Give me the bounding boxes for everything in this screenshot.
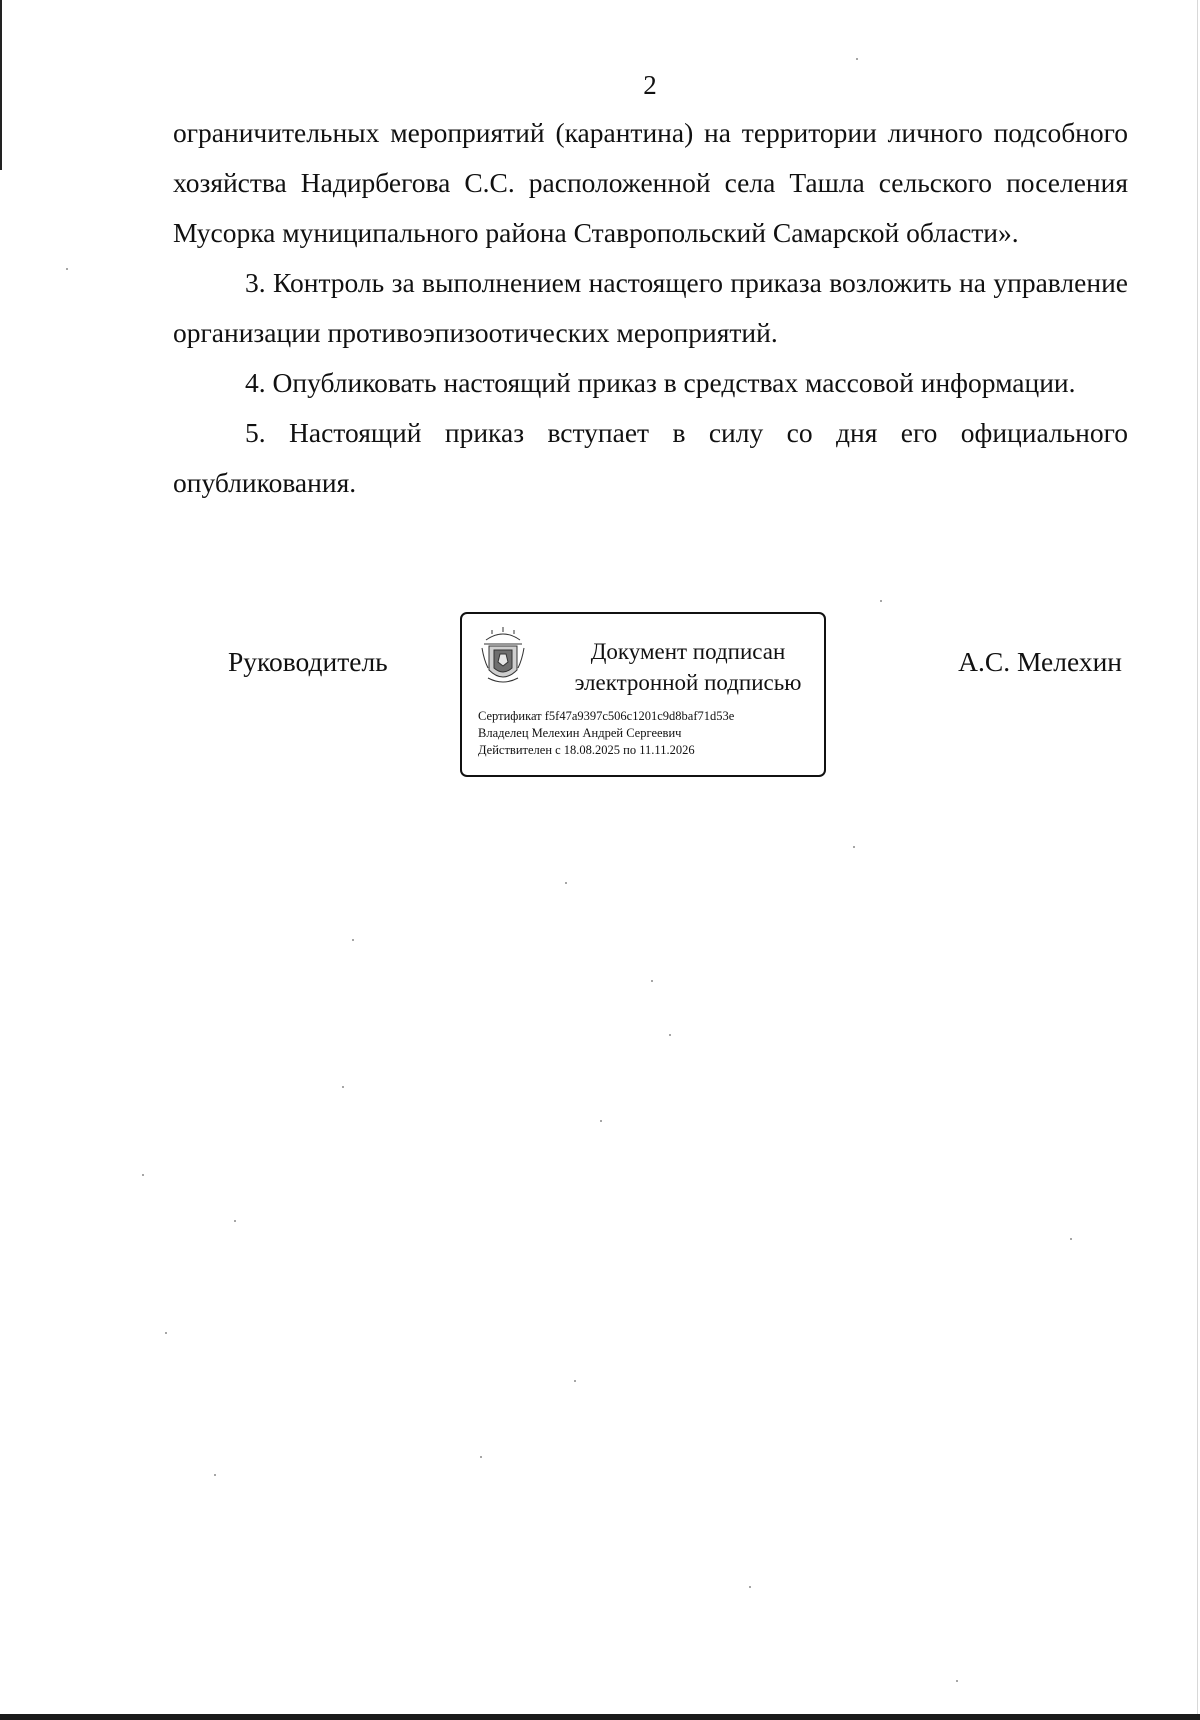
signer-name: А.С. Мелехин — [958, 646, 1122, 677]
scan-speck — [749, 1586, 751, 1588]
scan-speck — [880, 600, 882, 602]
scan-speck — [565, 882, 567, 884]
stamp-certificate: Сертификат f5f47a9397c506c1201c9d8baf71d53e — [478, 709, 735, 723]
scan-speck — [853, 846, 855, 848]
scan-speck — [66, 268, 68, 270]
signature-block — [0, 612, 1200, 792]
scan-speck — [165, 1332, 167, 1334]
scan-speck — [669, 1034, 671, 1036]
paragraph-item-4: 4. Опубликовать настоящий приказ в средствах массовой информации. — [245, 367, 1076, 398]
document-body — [173, 108, 1128, 508]
electronic-signature-stamp — [460, 612, 826, 777]
scan-speck — [651, 980, 653, 982]
scan-speck — [214, 1474, 216, 1476]
stamp-heading — [562, 636, 814, 698]
scan-speck — [600, 1120, 602, 1122]
stamp-validity: Действителен с 18.08.2025 по 11.11.2026 — [478, 743, 695, 757]
paragraph-item-5: 5. Настоящий приказ вступает в силу со дня его официального опубликования. — [173, 417, 1128, 498]
stamp-owner: Владелец Мелехин Андрей Сергеевич — [478, 726, 682, 740]
signer-title: Руководитель — [228, 646, 388, 677]
scan-speck — [234, 1220, 236, 1222]
page-number: 2 — [643, 70, 657, 100]
scan-speck — [956, 1680, 958, 1682]
scan-speck — [856, 58, 858, 60]
scan-speck — [342, 1086, 344, 1088]
paragraph-continuation: ограничительных мероприятий (карантина) на территории личного подсобного хозяйства Надирбегова С.С. расположенной села Ташла сельского поселения Мусорка муниципального района Ставропольский Самарской области». — [173, 117, 1128, 248]
scan-speck — [142, 1174, 144, 1176]
scan-speck — [480, 1456, 482, 1458]
paragraph-item-3: 3. Контроль за выполнением настоящего приказа возложить на управление организации противоэпизоотических мероприятий. — [173, 267, 1128, 348]
scan-speck — [574, 1380, 576, 1382]
stamp-details — [478, 708, 734, 759]
scan-edge-bottom — [0, 1714, 1200, 1720]
scan-speck — [352, 939, 354, 941]
scan-edge-right — [1197, 0, 1198, 1720]
scan-speck — [1070, 1238, 1072, 1240]
stamp-heading-line2: электронной подписью — [574, 670, 802, 695]
stamp-heading-line1: Документ подписан — [590, 639, 786, 664]
coat-of-arms-icon — [480, 626, 526, 688]
